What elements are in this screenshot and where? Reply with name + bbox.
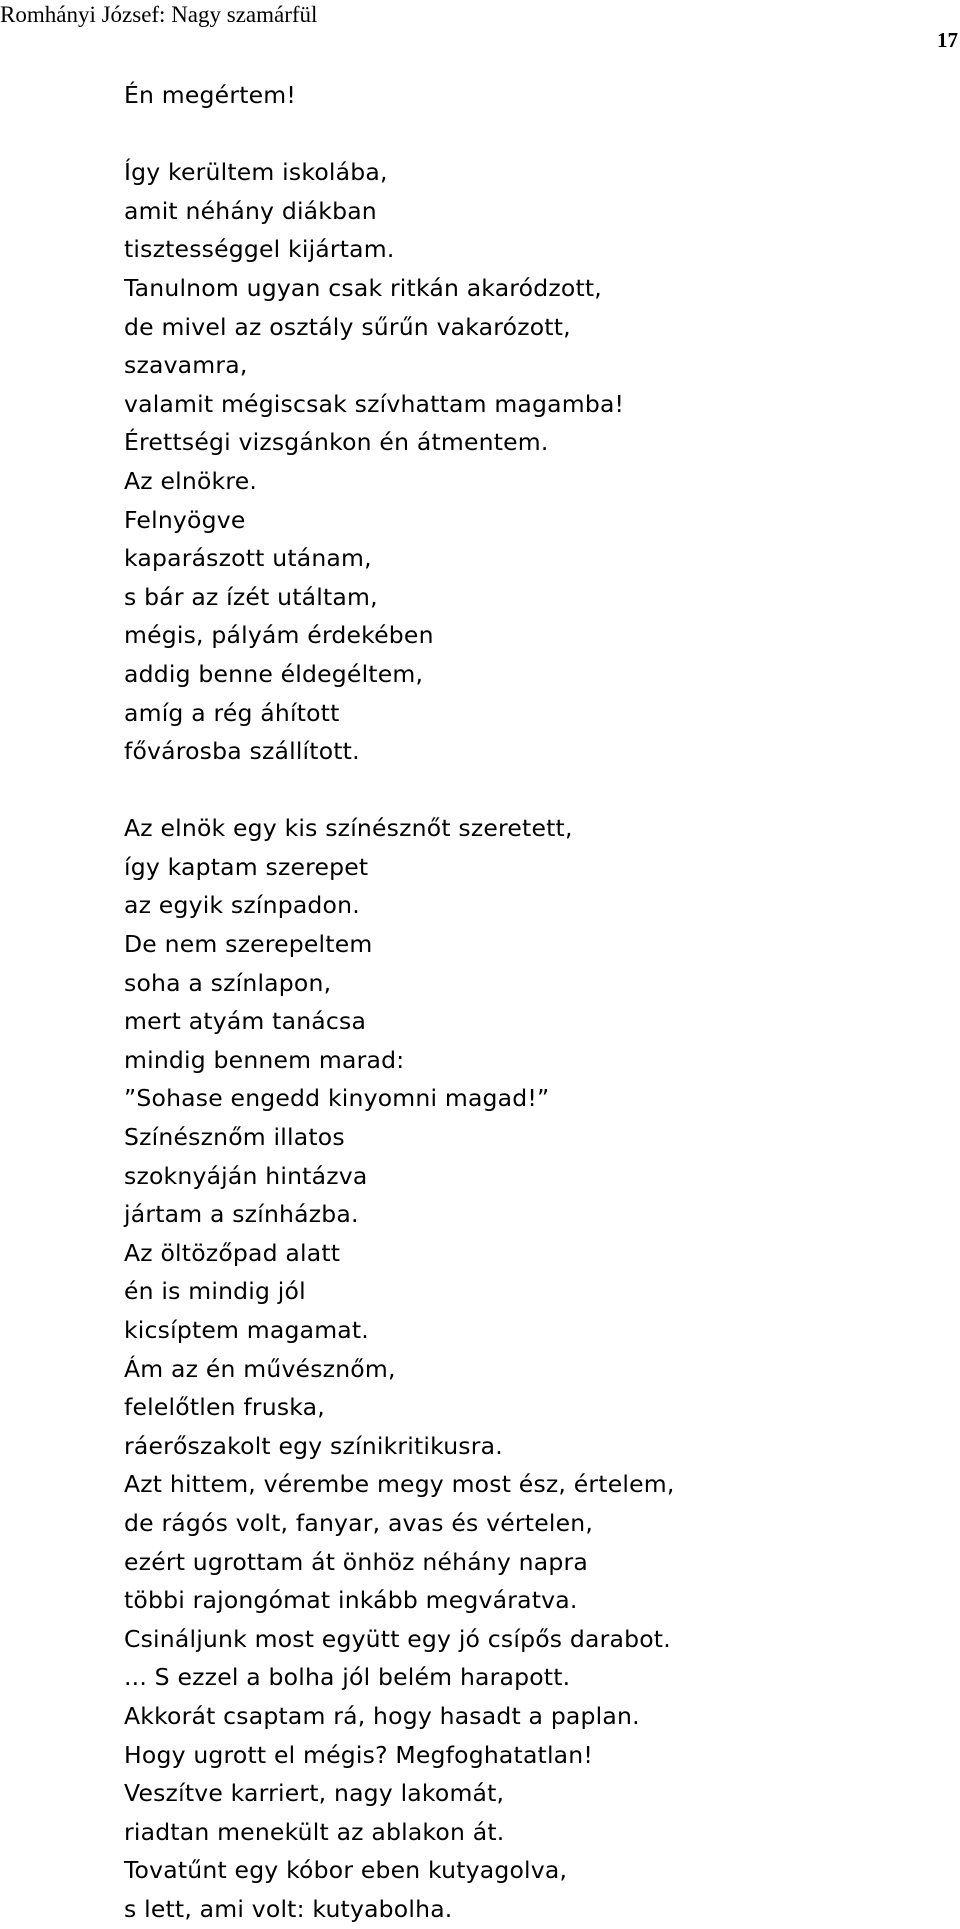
- poem-line: Hogy ugrott el mégis? Megfoghatatlan!: [124, 1740, 594, 1769]
- poem-line: Én megértem!: [124, 81, 296, 109]
- poem-line: ezért ugrottam át önhöz néhány napra: [124, 1547, 588, 1576]
- poem-line: Az öltözőpad alatt: [124, 1238, 341, 1267]
- stanza-1: [124, 76, 675, 115]
- poem-line: én is mindig jól: [124, 1277, 306, 1306]
- poem-line: ... S ezzel a bolha jól belém harapott.: [124, 1663, 571, 1692]
- poem-line: Tovatűnt egy kóbor eben kutyagolva,: [124, 1856, 568, 1885]
- poem-line: többi rajongómat inkább megváratva.: [124, 1586, 578, 1615]
- poem-line: fővárosba szállított.: [124, 737, 360, 766]
- poem-line: De nem szerepeltem: [124, 930, 373, 959]
- poem-line: az egyik színpadon.: [124, 891, 360, 920]
- stanza-2: [124, 153, 675, 771]
- poem-line: ”Sohase engedd kinyomni magad!”: [124, 1084, 550, 1113]
- poem-line: felelőtlen fruska,: [124, 1393, 325, 1422]
- poem-line: soha a színlapon,: [124, 968, 332, 997]
- poem-line: Színésznőm illatos: [124, 1123, 345, 1152]
- poem-line: tisztességgel kijártam.: [124, 235, 395, 264]
- poem-line: Az elnök egy kis színésznőt szeretett,: [124, 814, 573, 843]
- poem-line: mindig bennem marad:: [124, 1045, 405, 1074]
- poem-line: de mivel az osztály sűrűn vakarózott,: [124, 312, 571, 341]
- poem-line: Így kerültem iskolába,: [124, 158, 388, 187]
- poem-line: Az elnökre.: [124, 466, 258, 495]
- poem-line: szavamra,: [124, 351, 248, 380]
- poem-line: Azt hittem, vérembe megy most ész, értelem,: [124, 1470, 675, 1499]
- poem-line: szoknyáján hintázva: [124, 1161, 368, 1190]
- poem-line: valamit mégiscsak szívhattam magamba!: [124, 389, 625, 418]
- poem-line: Tanulnom ugyan csak ritkán akaródzott,: [124, 273, 602, 302]
- poem-line: Csináljunk most együtt egy jó csípős darabot.: [124, 1624, 671, 1653]
- poem-line: mert atyám tanácsa: [124, 1007, 367, 1036]
- poem-line: kicsíptem magamat.: [124, 1316, 369, 1344]
- poem-line: Érettségi vizsgánkon én átmentem.: [124, 428, 549, 457]
- poem-line: addig benne éldegéltem,: [124, 659, 424, 688]
- poem-line: amit néhány diákban: [124, 196, 377, 225]
- poem-line: ráerőszakolt egy színikritikusra.: [124, 1431, 503, 1460]
- poem-line: de rágós volt, fanyar, avas és vértelen,: [124, 1508, 594, 1537]
- poem-line: így kaptam szerepet: [124, 852, 369, 881]
- poem-line: riadtan menekült az ablakon át.: [124, 1817, 505, 1846]
- running-title: Romhányi József: Nagy szamárfül: [0, 2, 318, 27]
- poem-line: kaparászott utánam,: [124, 544, 372, 573]
- stanza-3: [124, 809, 675, 1928]
- poem-body: [124, 76, 675, 1929]
- poem-line: s lett, ami volt: kutyabolha.: [124, 1894, 453, 1923]
- poem-line: Akkorát csaptam rá, hogy hasadt a paplan.: [124, 1701, 640, 1730]
- page-number: 17: [937, 28, 958, 52]
- poem-line: jártam a színházba.: [124, 1200, 359, 1229]
- poem-line: Felnyögve: [124, 505, 246, 534]
- poem-line: s bár az ízét utáltam,: [124, 582, 378, 611]
- poem-line: mégis, pályám érdekében: [124, 621, 434, 650]
- poem-line: amíg a rég áhított: [124, 698, 340, 727]
- poem-line: Ám az én művésznőm,: [124, 1354, 396, 1383]
- poem-line: Veszítve karriert, nagy lakomát,: [124, 1779, 505, 1808]
